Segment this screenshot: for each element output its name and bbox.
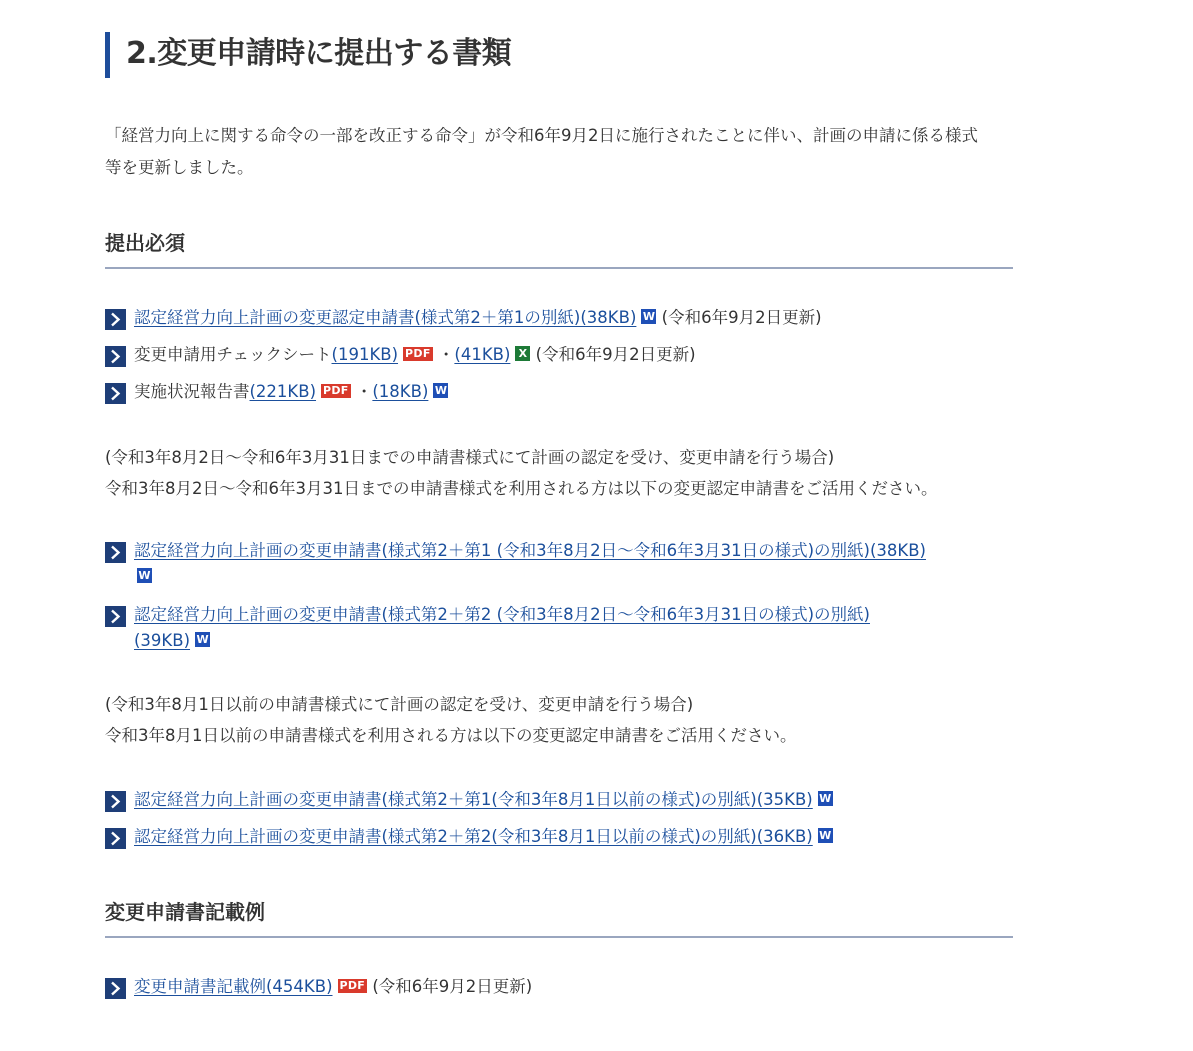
separator: ・ [355, 382, 373, 401]
chevron-right-icon [105, 542, 126, 563]
list-item [105, 538, 1015, 602]
word-file-icon: W [434, 384, 447, 397]
status-report-word-link[interactable]: (18KB) [372, 382, 429, 401]
list-item [105, 305, 1015, 342]
intro-line-1: 「経営力向上に関する命令の一部を改正する命令」が令和6年9月2日に施行されたことに伴い、計画の申請に係る様式 [105, 126, 978, 145]
pdf-file-icon: PDF [339, 979, 366, 992]
form-r3-to-r6-annex1-link[interactable]: 認定経営力向上計画の変更申請書(様式第2＋第1 (令和3年8月2日～令和6年3月31日の様式)の別紙)(38KB) [134, 541, 926, 560]
form-r3-to-r6-annex2-link[interactable]: 認定経営力向上計画の変更申請書(様式第2＋第2 (令和3年8月2日～令和6年3月31日の様式)の別紙) [134, 605, 870, 624]
excel-file-icon: X [515, 346, 530, 361]
example-pdf-link[interactable]: 変更申請書記載例(454KB) [134, 977, 333, 996]
separator: ・ [437, 345, 455, 364]
change-certification-application-link[interactable]: 認定経営力向上計画の変更認定申請書(様式第2＋第1の別紙)(38KB) [134, 308, 637, 327]
status-report-label: 実施状況報告書 [134, 382, 250, 401]
list-item [105, 974, 1015, 1000]
note-before-r3 [105, 689, 1015, 751]
chevron-right-icon [105, 828, 126, 849]
note-before-r3-line-2: 令和3年8月1日以前の申請書様式を利用される方は以下の変更認定申請書をご活用ください。 [105, 726, 797, 745]
intro-line-2: 等を更新しました。 [105, 158, 254, 177]
list-item [105, 342, 1015, 379]
pdf-file-icon: PDF [323, 384, 349, 397]
status-report-pdf-link[interactable]: (221KB) [249, 382, 317, 401]
example-list [105, 974, 1015, 1000]
word-file-icon: W [138, 569, 151, 582]
note-r3-to-r6 [105, 442, 1015, 504]
form-r3-to-r6-annex2-size-link[interactable]: (39KB) [134, 631, 191, 650]
word-file-icon: W [642, 310, 655, 323]
list-item [105, 787, 1015, 824]
checksheet-excel-link[interactable]: (41KB) [454, 345, 511, 364]
list-item [105, 824, 1015, 861]
word-file-icon: W [819, 792, 832, 805]
section-heading-required: 提出必須 [105, 229, 1013, 269]
update-note: (令和6年9月2日更新) [535, 345, 696, 364]
form-before-r3-annex2-link[interactable]: 認定経営力向上計画の変更申請書(様式第2＋第2(令和3年8月1日以前の様式)の別紙)(36KB) [134, 827, 813, 846]
chevron-right-icon [105, 309, 126, 330]
update-note: (令和6年9月2日更新) [372, 977, 533, 996]
note-r3-to-r6-line-1: (令和3年8月2日～令和6年3月31日までの申請書様式にて計画の認定を受け、変更申請を行う場合) [105, 448, 835, 467]
note-before-r3-line-1: (令和3年8月1日以前の申請書様式にて計画の認定を受け、変更申請を行う場合) [105, 695, 694, 714]
checksheet-pdf-link[interactable]: (191KB) [331, 345, 399, 364]
pdf-file-icon: PDF [405, 347, 431, 360]
chevron-right-icon [105, 978, 126, 999]
word-file-icon: W [819, 829, 832, 842]
required-docs-list [105, 305, 1015, 416]
page-title: 2.変更申請時に提出する書類 [105, 32, 511, 78]
update-note: (令和6年9月2日更新) [661, 308, 822, 327]
note-r3-to-r6-line-2: 令和3年8月2日～令和6年3月31日までの申請書様式を利用される方は以下の変更認定申請書をご活用ください。 [105, 479, 938, 498]
form-before-r3-annex1-link[interactable]: 認定経営力向上計画の変更申請書(様式第2＋第1(令和3年8月1日以前の様式)の別紙)(35KB) [134, 790, 813, 809]
chevron-right-icon [105, 606, 126, 627]
chevron-right-icon [105, 383, 126, 404]
section-heading-example: 変更申請書記載例 [105, 898, 1013, 938]
word-file-icon: W [196, 633, 209, 646]
chevron-right-icon [105, 791, 126, 812]
chevron-right-icon [105, 346, 126, 367]
list-item [105, 379, 1015, 416]
checksheet-label: 変更申請用チェックシート [134, 345, 332, 364]
forms-before-r3-list [105, 787, 1015, 861]
list-item [105, 602, 1015, 666]
intro-text [105, 120, 1015, 184]
forms-r3-to-r6-list [105, 538, 1015, 666]
